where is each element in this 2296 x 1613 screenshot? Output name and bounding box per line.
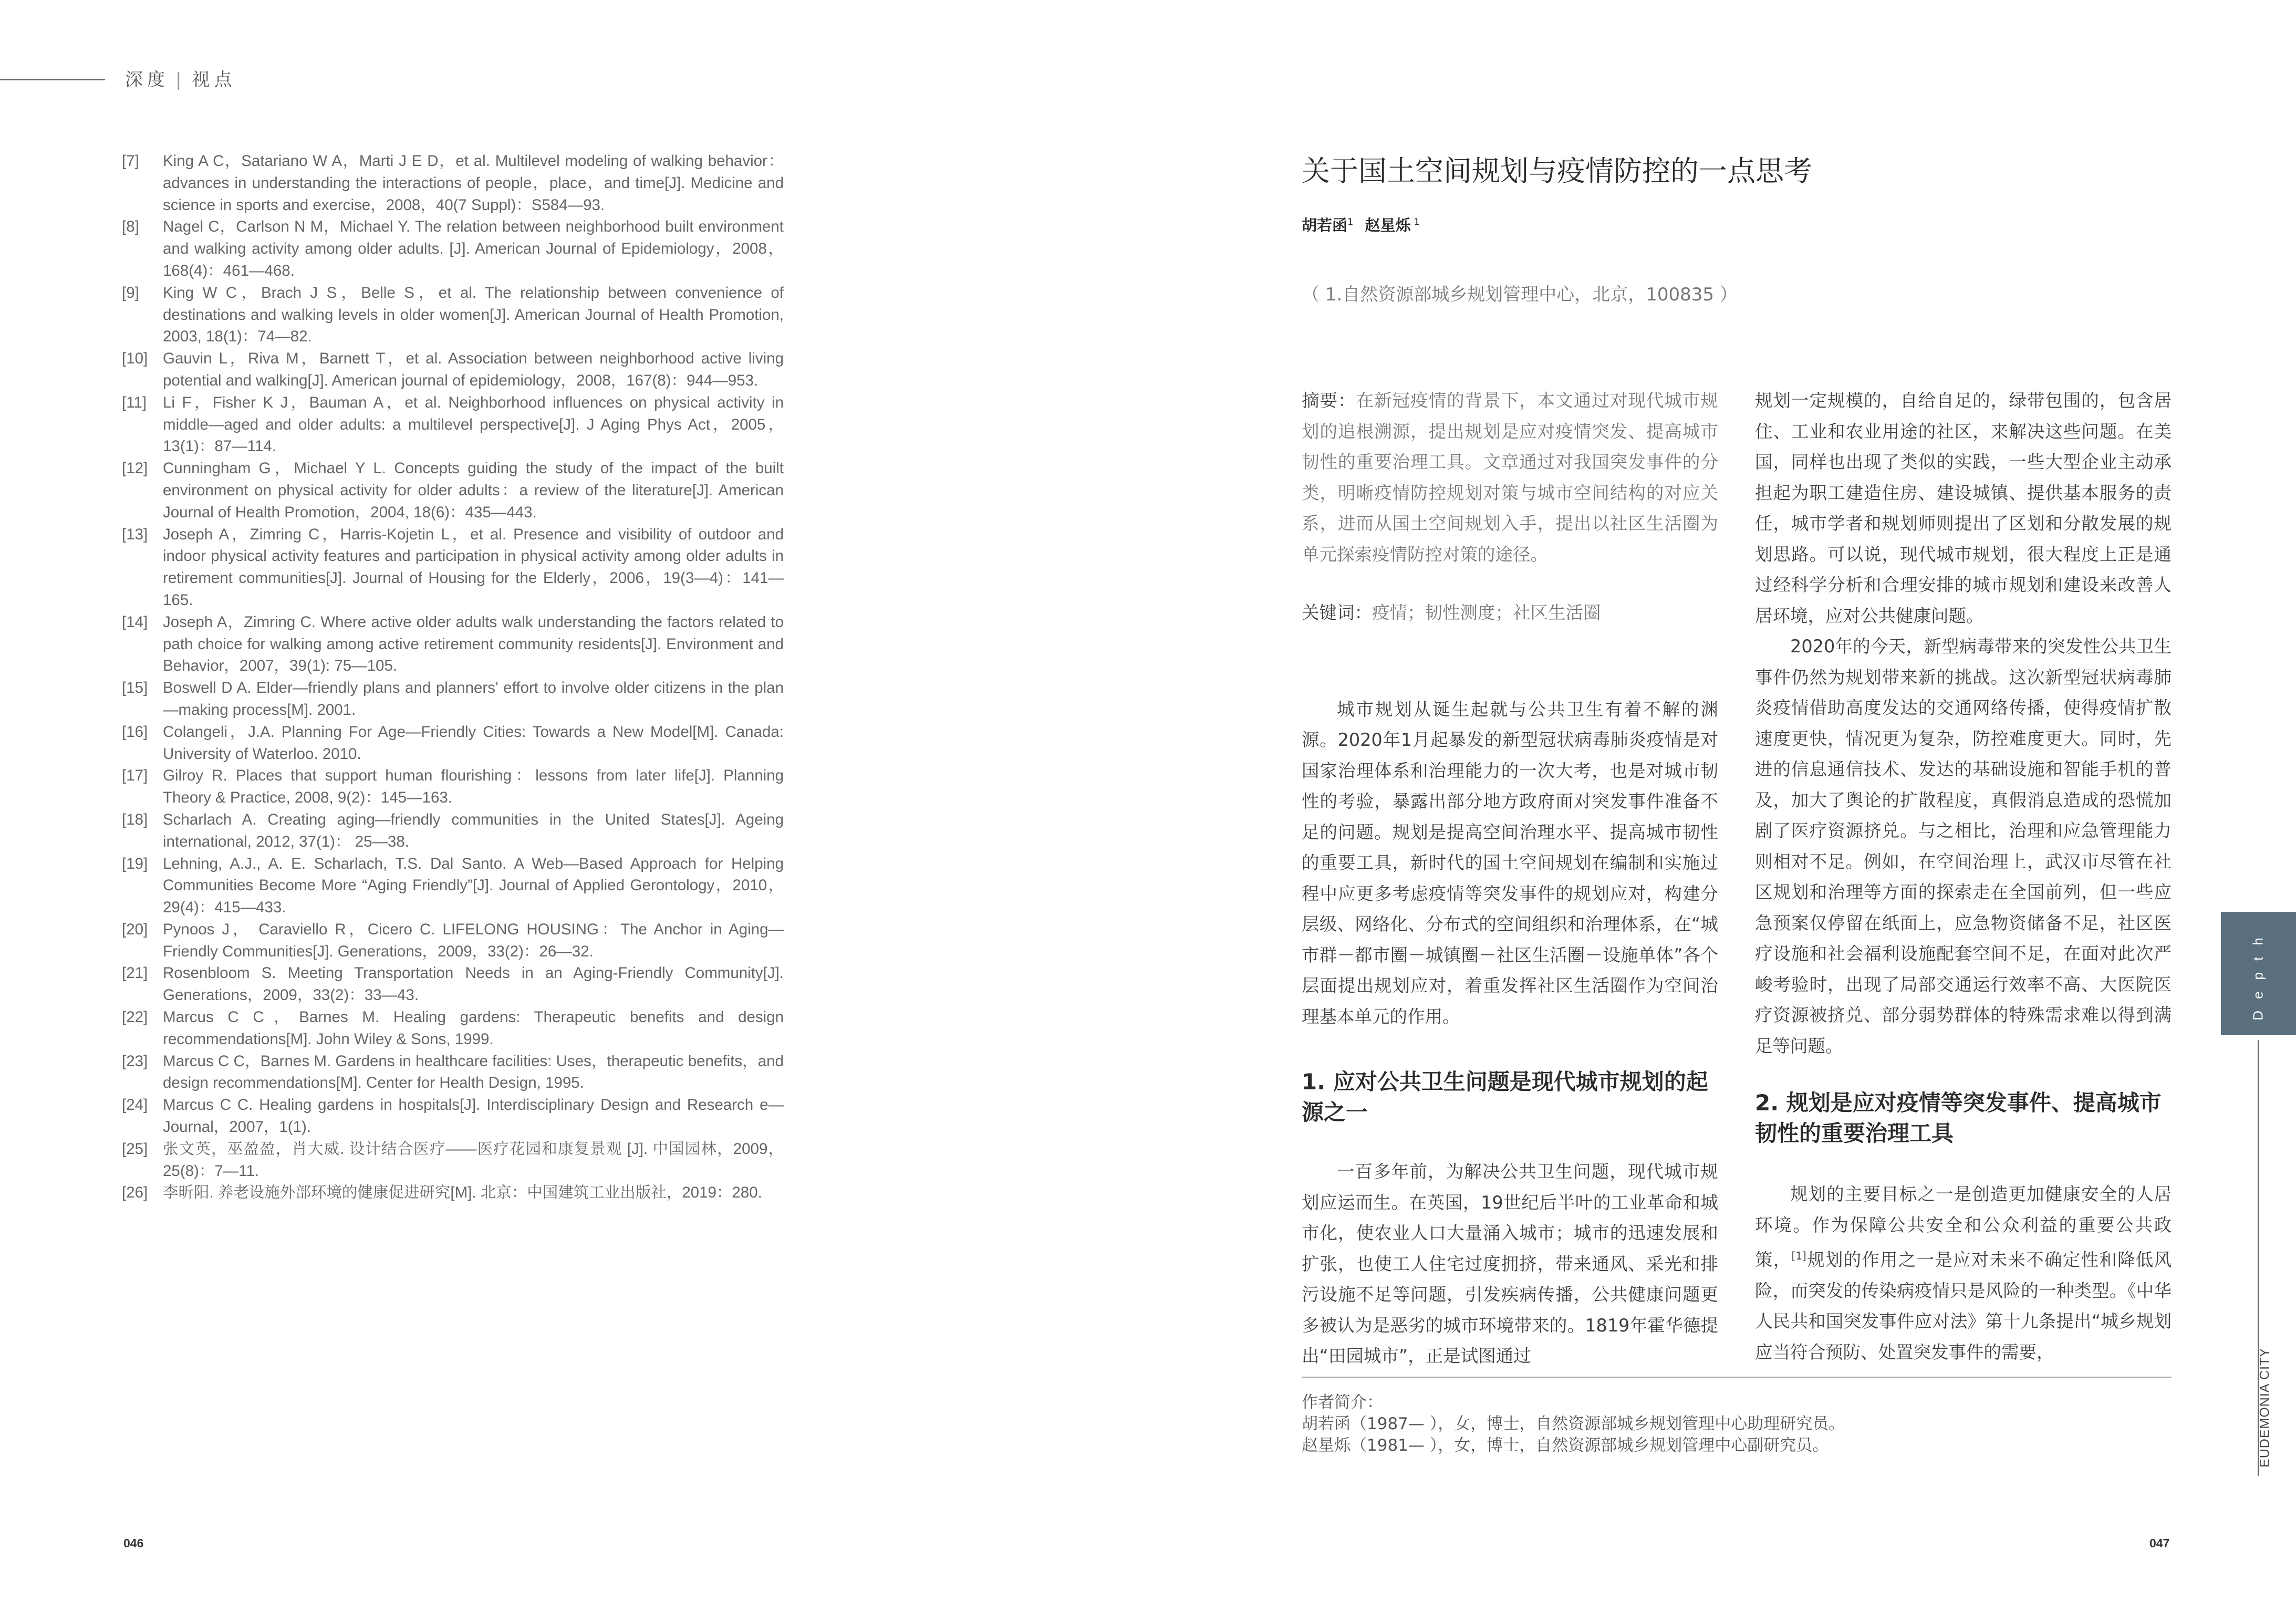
- article-title: 关于国土空间规划与疫情防控的一点思考: [1302, 154, 1812, 188]
- reference-text: King A C，Satariano W A，Marti J E D，et al. Multilevel modeling of walking behavior：advances in understanding the interactions of people，place，and time[J]. Medicine and science in sports and exercise，2008，40(7 Suppl)：S584—93.: [163, 152, 784, 214]
- reference-number: [16]: [122, 723, 148, 741]
- reference-text: King W C，Brach J S，Belle S，et al. The relationship between convenience of destinations and walking levels in older women[J]. American Journal of Health Promotion, 2003, 18(1)：74—82.: [163, 284, 784, 346]
- section-2-paragraph: [1755, 1179, 2172, 1368]
- reference-number: [12]: [122, 460, 148, 477]
- reference-item: [122, 392, 784, 457]
- section-label-primary: 深度: [125, 69, 169, 90]
- reference-number: [18]: [122, 810, 148, 828]
- abstract-text: 在新冠疫情的背景下，本文通过对现代城市规划的追根溯源，提出规划是应对疫情突发、提高城市韧性的重要治理工具。文章通过对我国突发事件的分类，明晰疫情防控规划对策与城市空间结构的对应关系，进而从国土空间规划入手，提出以社区生活圈为单元探索疫情防控对策的途径。: [1302, 390, 1719, 565]
- author-note-line: 胡若函（1987— ），女，博士，自然资源部城乡规划管理中心助理研究员。: [1302, 1414, 1845, 1433]
- reference-text: Boswell D A. Elder—friendly plans and planners' effort to involve older citizens in the plan—making process[M]. 2001.: [163, 679, 784, 719]
- reference-item: [122, 282, 784, 348]
- author-note-line: 赵星烁（1981— ），女，博士，自然资源部城乡规划管理中心副研究员。: [1302, 1436, 1829, 1455]
- reference-text: 张文英，巫盈盈，肖大威. 设计结合医疗——医疗花园和康复景观 [J]. 中国园林，2009，25(8)：7—11.: [163, 1140, 784, 1180]
- reference-number: [24]: [122, 1096, 148, 1114]
- reference-number: [11]: [122, 393, 147, 411]
- reference-number: [20]: [122, 920, 148, 938]
- reference-number: [23]: [122, 1052, 148, 1070]
- header-rule: [0, 79, 105, 80]
- abstract: [1302, 386, 1718, 570]
- paragraph-2020: 2020年的今天，新型病毒带来的突发性公共卫生事件仍然为规划带来新的挑战。这次新型冠状病毒肺炎疫情借助高度发达的交通网络传播，使得疫情扩散速度更快，情况更为复杂，防控难度更大。同时，先进的信息通信技术、发达的基础设施和智能手机的普及，加大了舆论的扩散程度，真假消息造成的恐慌加剧了医疗资源挤兑。与之相比，治理和应急管理能力则相对不足。例如，在空间治理上，武汉市尽管在社区规划和治理等方面的探索走在全国前列，但一些应急预案仅停留在纸面上，应急物资储备不足，社区医疗设施和社会福利设施配套空间不足，在面对此次严峻考验时，出现了局部交通运行效率不高、大医院医疗资源被挤兑、部分弱势群体的特殊需求难以得到满足等问题。: [1755, 636, 2172, 1056]
- reference-item: [122, 765, 784, 809]
- reference-item: [122, 721, 784, 765]
- reference-text: Marcus C C. Healing gardens in hospitals[J]. Interdisciplinary Design and Research e—Journal，2007，1(1).: [163, 1096, 784, 1136]
- reference-number: [26]: [122, 1184, 148, 1202]
- reference-item: [122, 853, 784, 919]
- section-2-text-part2: 规划的作用之一是应对未来不确定性和降低风险，而突发的传染病疫情只是风险的一种类型。《中华人民共和国突发事件应对法》第十九条提出“城乡规划应当符合预防、处置突发事件的需要，: [1755, 1250, 2172, 1362]
- reference-item: [122, 457, 784, 523]
- reference-number: [9]: [122, 284, 139, 301]
- reference-number: [17]: [122, 767, 148, 785]
- reference-item: [122, 919, 784, 963]
- author-line: [1302, 214, 1420, 235]
- reference-text: Li F，Fisher K J，Bauman A，et al. Neighborhood influences on physical activity in middle—aged and older adults: a multilevel perspective[J]. J Aging Phys Act，2005，13(1)：87—114.: [163, 393, 784, 455]
- reference-number: [13]: [122, 525, 148, 543]
- page-number-left: 046: [123, 1536, 144, 1550]
- abstract-label: 摘要：: [1302, 390, 1356, 411]
- author-affiliation-mark: 1: [1410, 216, 1420, 228]
- affiliation: （ 1.自然资源部城乡规划管理中心，北京，100835 ）: [1302, 284, 1738, 305]
- reference-item: [122, 524, 784, 611]
- author-name: 胡若函: [1302, 216, 1348, 234]
- reference-item: [122, 1094, 784, 1138]
- reference-text: Joseph A，Zimring C. Where active older adults walk understanding the factors related to path choice for walking among active retirement community residents[J]. Environment and Behavior，2007，39(1): 75—105.: [163, 613, 784, 675]
- footnote-rule: [1302, 1377, 2172, 1378]
- section-2-heading: 2. 规划是应对疫情等突发事件、提高城市韧性的重要治理工具: [1755, 1090, 2162, 1146]
- reference-number: [19]: [122, 855, 148, 872]
- reference-number: [8]: [122, 218, 139, 236]
- reference-item: [122, 1182, 784, 1204]
- reference-text: Cunningham G，Michael Y L. Concepts guiding the study of the impact of the built environment on physical activity for older adults：a review of the literature[J]. American Journal of Health Promotion，2004, 18(6)：435—443.: [163, 460, 784, 521]
- author-notes: [1302, 1392, 1845, 1456]
- keywords-text: 疫情；韧性测度；社区生活圈: [1372, 602, 1601, 623]
- reference-number: [10]: [122, 350, 148, 368]
- reference-number: [7]: [122, 152, 139, 170]
- body-column-1: [1302, 386, 1718, 1372]
- reference-text: Marcus C C，Barnes M. Healing gardens: Therapeutic benefits and design recommendations[M]. John Wiley & Sons, 1999.: [163, 1008, 784, 1048]
- section-1-paragraph: 一百多年前，为解决公共卫生问题，现代城市规划应运而生。在英国，19世纪后半叶的工业革命和城市化，使农业人口大量涌入城市；城市的迅速发展和扩张，也使工人住宅过度拥挤，带来通风、采光和排污设施不足等问题，引发疾病传播，公共健康问题更多被认为是恶劣的城市环境带来的。1819年霍华德提出“田园城市”，正是试图通过: [1302, 1161, 1718, 1366]
- author-affiliation-mark: 1: [1347, 216, 1354, 228]
- reference-item: [122, 150, 784, 216]
- reference-item: [122, 348, 784, 392]
- reference-text: Rosenbloom S. Meeting Transportation Needs in an Aging-Friendly Community[J]. Generations，2009，33(2)：33—43.: [163, 964, 784, 1004]
- reference-text: Gauvin L，Riva M，Barnett T，et al. Association between neighborhood active living potential and walking[J]. American journal of epidemiology，2008，167(8)：944—953.: [163, 350, 784, 389]
- reference-item: [122, 1050, 784, 1095]
- reference-number: [14]: [122, 613, 148, 631]
- continued-paragraph: 规划一定规模的，自给自足的，绿带包围的，包含居住、工业和农业用途的社区，来解决这些问题。在美国，同样也出现了类似的实践，一些大型企业主动承担起为职工建造住房、建设城镇、提供基本服务的责任，城市学者和规划师则提出了区划和分散发展的规划思路。可以说，现代城市规划，很大程度上正是通过经科学分析和合理安排的城市规划和建设来改善人居环境，应对公共健康问题。: [1755, 390, 2172, 626]
- reference-text: 李昕阳. 养老设施外部环境的健康促进研究[M]. 北京：中国建筑工业出版社，2019：280.: [163, 1184, 762, 1202]
- body-column-2: [1755, 386, 2172, 1368]
- reference-number: [15]: [122, 679, 148, 697]
- section-2-text-part1: 规划的主要目标之一是创造更加健康安全的人居环境。作为保障公共安全和公众利益的重要公共政策，: [1755, 1184, 2172, 1271]
- section-label-secondary: 视点: [192, 69, 236, 90]
- reference-text: Colangeli，J.A. Planning For Age—Friendly Cities: Towards a New Model[M]. Canada: University of Waterloo. 2010.: [163, 723, 784, 763]
- reference-text: Scharlach A. Creating aging—friendly communities in the United States[J]. Ageing international, 2012, 37(1)： 25—38.: [163, 810, 784, 850]
- reference-item: [122, 1006, 784, 1050]
- citation-mark: [1]: [1791, 1250, 1806, 1262]
- reference-text: Gilroy R. Places that support human flourishing：lessons from later life[J]. Planning Theory & Practice, 2008, 9(2)：145—163.: [163, 767, 784, 807]
- author-notes-label: 作者简介：: [1302, 1393, 1383, 1412]
- reference-text: Lehning, A.J., A. E. Scharlach, T.S. Dal Santo. A Web—Based Approach for Helping Communities Become More “Aging Friendly”[J]. Journal of Applied Gerontology，2010，29(4)：415—433.: [163, 855, 784, 917]
- intro-paragraph: 城市规划从诞生起就与公共卫生有着不解的渊源。2020年1月起暴发的新型冠状病毒肺炎疫情是对国家治理体系和治理能力的一次大考，也是对城市韧性的考验，暴露出部分地方政府面对突发事件准备不足的问题。规划是提高空间治理水平、提高城市韧性的重要工具，新时代的国土空间规划在编制和实施过程中应更多考虑疫情等突发事件的规划应对，构建分层级、网络化、分布式的空间组织和治理体系，在“城市群－都市圈－城镇圈－社区生活圈－设施单体”各个层面提出规划应对，着重发挥社区生活圈作为空间治理基本单元的作用。: [1302, 699, 1718, 1027]
- reference-item: [122, 809, 784, 853]
- reference-item: [122, 1138, 784, 1182]
- reference-item: [122, 216, 784, 282]
- section-side-tab: [2221, 912, 2296, 1035]
- reference-text: Joseph A，Zimring C，Harris-Kojetin L，et al. Presence and visibility of outdoor and indoor physical activity features and participation in physical activity among older adults in retirement communities[J]. Journal of Housing for the Elderly，2006，19(3—4)：141—165.: [163, 525, 784, 609]
- reference-item: [122, 962, 784, 1006]
- reference-text: Pynoos J， Caraviello R，Cicero C. LIFELONG HOUSING：The Anchor in Aging—Friendly Communities[J]. Generations，2009，33(2)：26—32.: [163, 920, 784, 960]
- magazine-brand: EUDEMONIA CITY: [2257, 1348, 2272, 1468]
- reference-item: [122, 611, 784, 677]
- reference-number: [22]: [122, 1008, 148, 1026]
- author-name: 赵星烁: [1365, 216, 1411, 234]
- reference-list: [122, 150, 784, 1204]
- keywords-label: 关键词：: [1302, 602, 1372, 623]
- reference-text: Marcus C C，Barnes M. Gardens in healthcare facilities: Uses，therapeutic benefits，and design recommendations[M]. Center for Health Design, 1995.: [163, 1052, 784, 1092]
- reference-text: Nagel C，Carlson N M，Michael Y. The relation between neighborhood built environment and walking activity among older adults. [J]. American Journal of Epidemiology，2008，168(4)：461—468.: [163, 218, 784, 279]
- reference-number: [25]: [122, 1140, 148, 1158]
- reference-item: [122, 677, 784, 721]
- section-label: [125, 65, 236, 91]
- keywords: [1302, 598, 1718, 629]
- page-number-right: 047: [2149, 1536, 2170, 1550]
- side-tab-label: Depth: [2250, 926, 2266, 1021]
- section-1-heading: 1. 应对公共卫生问题是现代城市规划的起源之一: [1302, 1069, 1708, 1125]
- section-label-separator: |: [175, 69, 186, 90]
- reference-number: [21]: [122, 964, 148, 982]
